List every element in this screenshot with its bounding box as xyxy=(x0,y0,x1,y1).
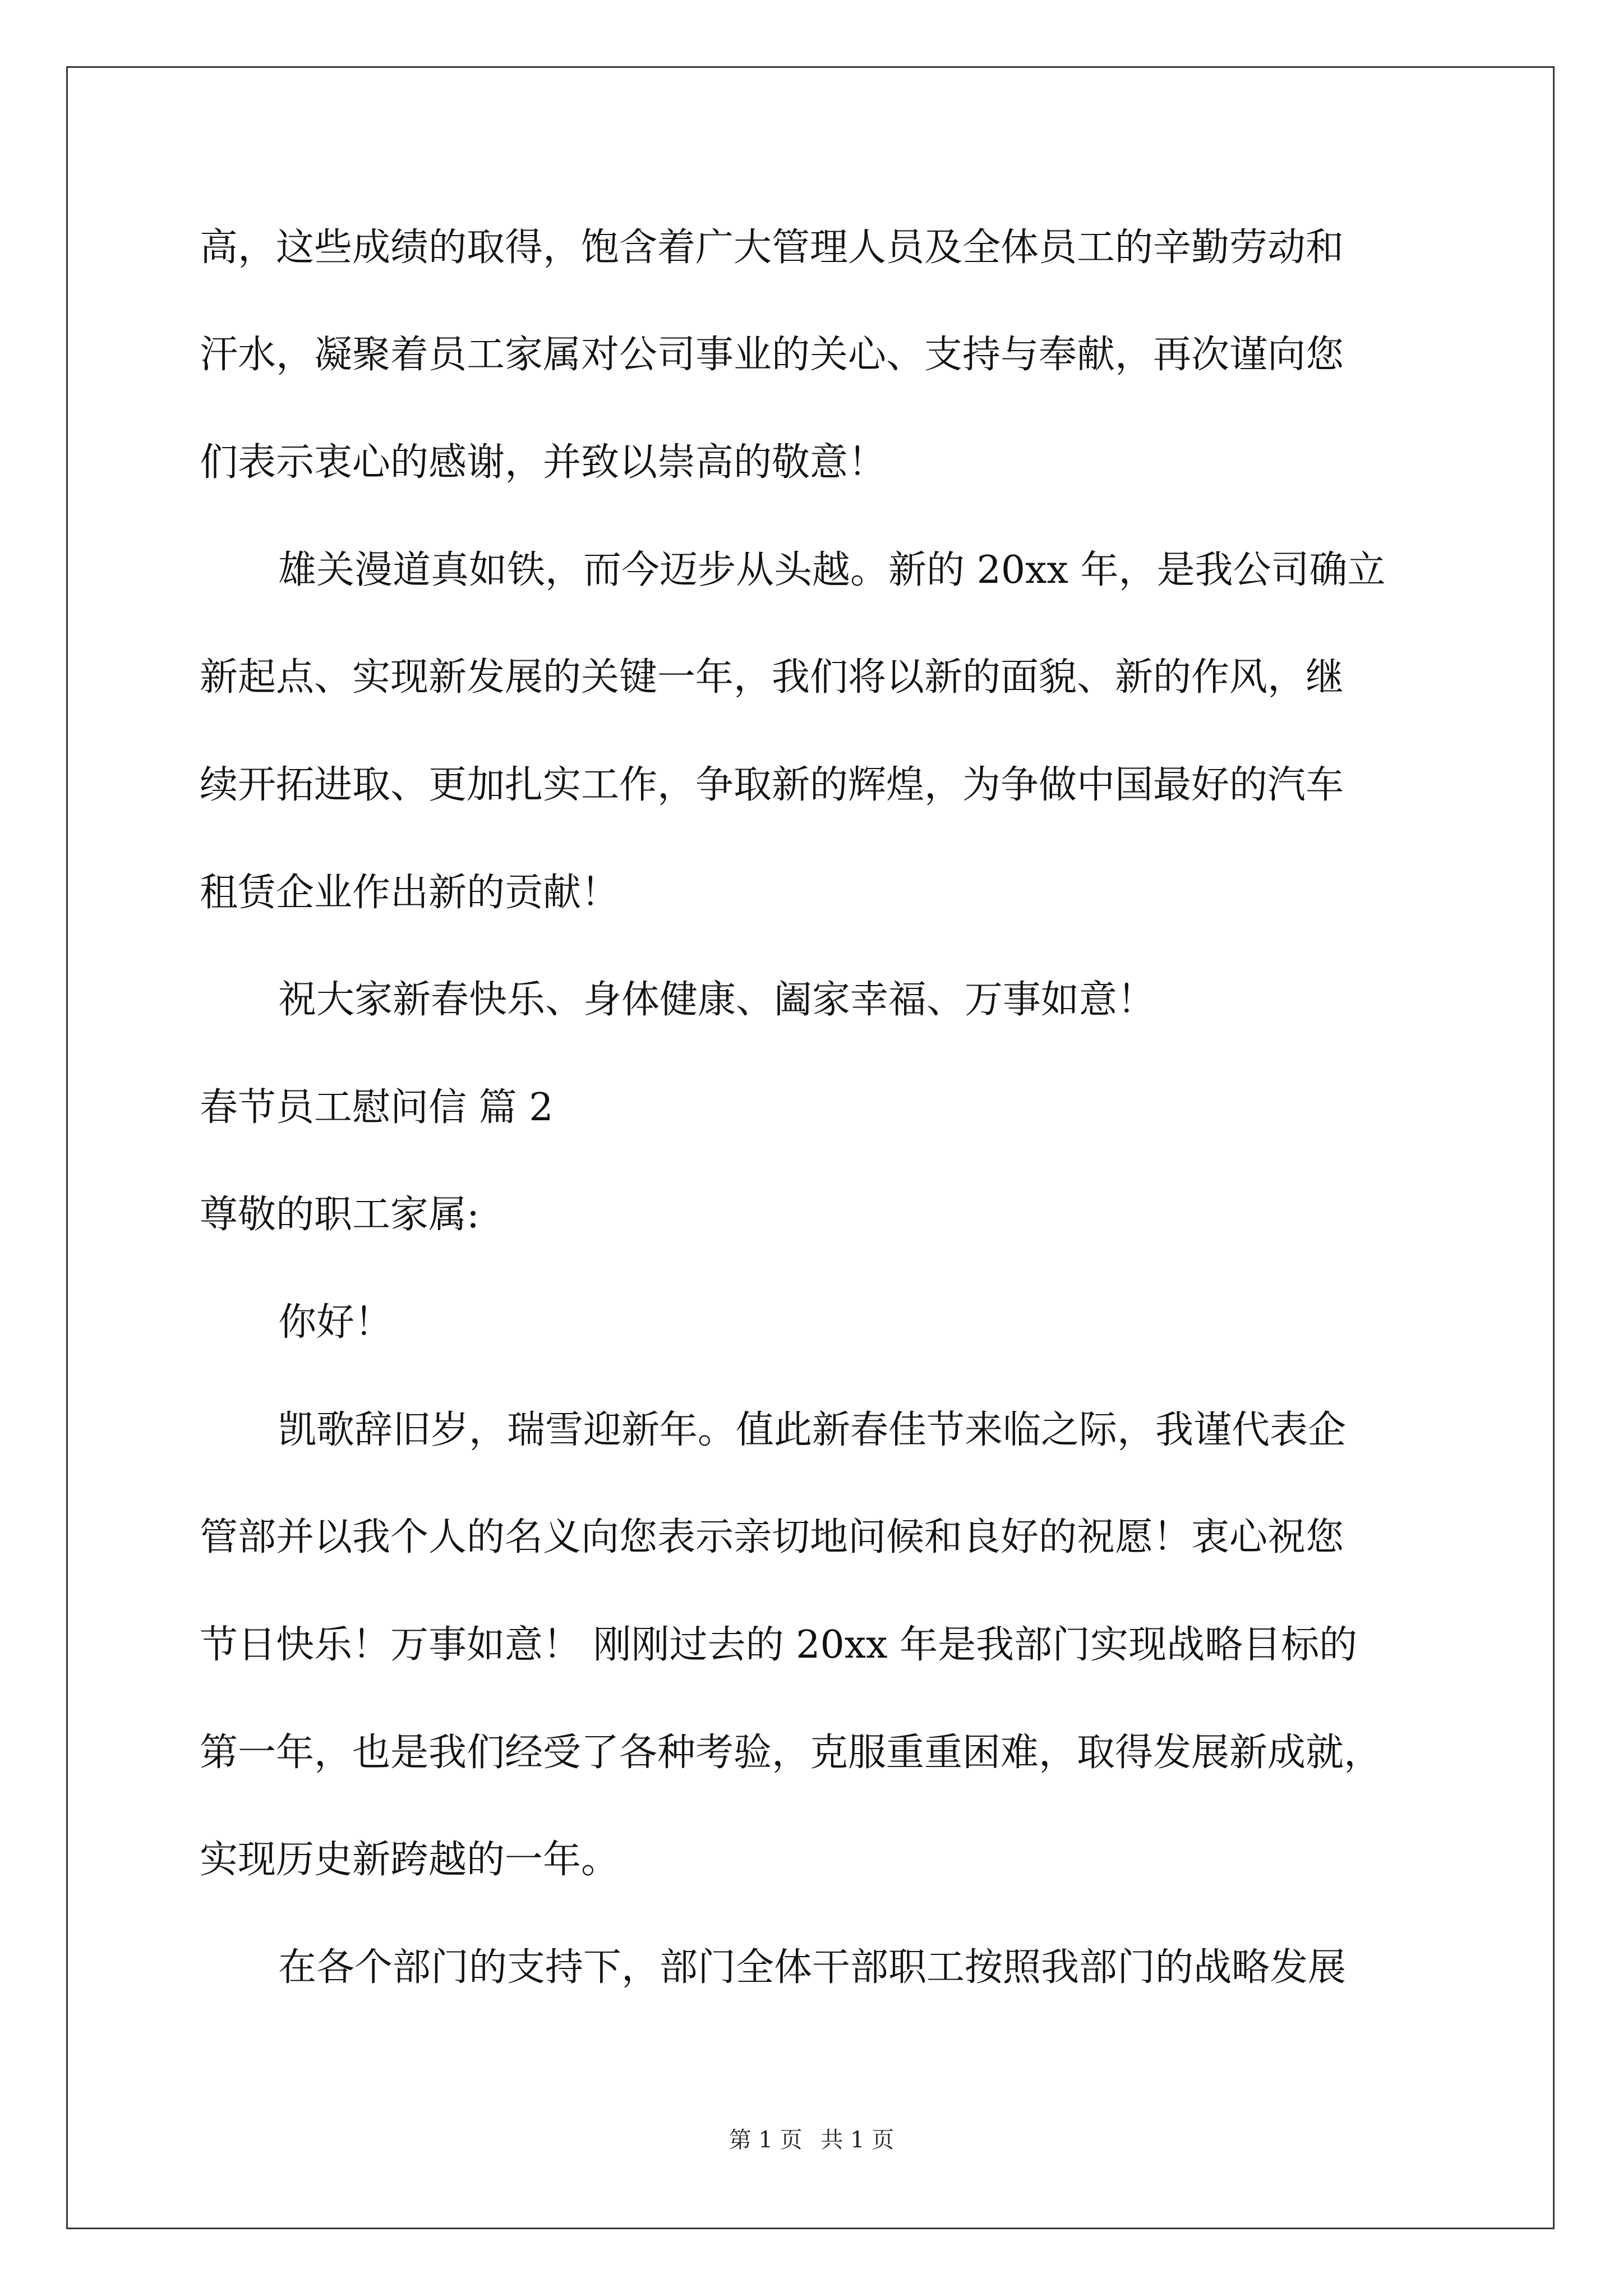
text-line: 高，这些成绩的取得，饱含着广大管理人员及全体员工的辛勤劳动和 xyxy=(200,226,1344,270)
paragraph-start: 祝大家新春快乐、身体健康、阖家幸福、万事如意！ xyxy=(278,978,1156,1022)
paragraph-start: 在各个部门的支持下，部门全体干部职工按照我部门的战略发展 xyxy=(278,1945,1347,1990)
text-line: 续开拓进取、更加扎实工作，争取新的辉煌，为争做中国最好的汽车 xyxy=(200,763,1344,807)
page-footer xyxy=(0,2126,1623,2154)
text-line: 们表示衷心的感谢，并致以崇高的敬意！ xyxy=(200,440,887,485)
paragraph-start: 雄关漫道真如铁，而今迈步从头越。新的 20xx 年，是我公司确立 xyxy=(278,548,1386,592)
page-border xyxy=(66,66,1555,2229)
text-line: 租赁企业作出新的贡献！ xyxy=(200,871,620,915)
salutation: 尊敬的职工家属: xyxy=(200,1193,479,1237)
paragraph-start: 凯歌辞旧岁，瑞雪迎新年。值此新春佳节来临之际，我谨代表企 xyxy=(278,1408,1347,1452)
text-line: 管部并以我个人的名义向您表示亲切地问候和良好的祝愿！衷心祝您 xyxy=(200,1515,1344,1559)
text-line: 实现历史新跨越的一年。 xyxy=(200,1838,620,1882)
section-heading: 春节员工慰问信 篇 2 xyxy=(200,1085,554,1130)
text-line: 新起点、实现新发展的关键一年，我们将以新的面貌、新的作风，继 xyxy=(200,655,1344,700)
text-line: 节日快乐！万事如意！ 刚刚过去的 20xx 年是我部门实现战略目标的 xyxy=(200,1623,1358,1667)
greeting: 你好！ xyxy=(278,1300,393,1345)
page-total: 共 1 页 xyxy=(820,2127,895,2153)
text-line: 第一年，也是我们经受了各种考验，克服重重困难，取得发展新成就， xyxy=(200,1731,1382,1775)
page-number: 第 1 页 xyxy=(728,2127,803,2153)
text-line: 汗水，凝聚着员工家属对公司事业的关心、支持与奉献，再次谨向您 xyxy=(200,333,1344,377)
